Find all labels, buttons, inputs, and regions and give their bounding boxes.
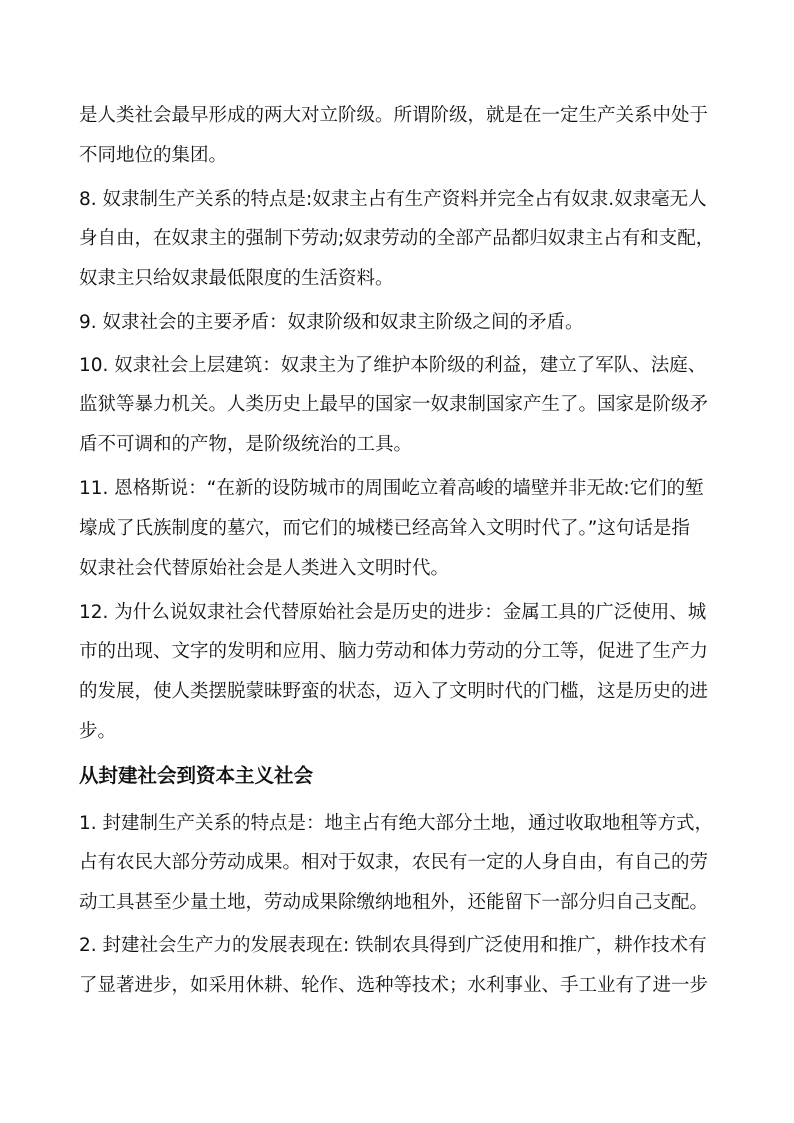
text-line: 是人类社会最早形成的两大对立阶级。所谓阶级，就是在一定生产关系中处于 bbox=[79, 105, 709, 126]
text-line: 市的出现、文字的发明和应用、脑力劳动和体力劳动的分工等，促进了生产力 bbox=[79, 641, 709, 662]
section-heading: 从封建社会到资本主义社会 bbox=[79, 764, 314, 787]
text-line: 的发展，使人类摆脱蒙昧野蛮的状态，迈入了文明时代的门槛，这是历史的进 bbox=[79, 681, 709, 702]
text-line: 2. 封建社会生产力的发展表现在: 铁制农具得到广泛使用和推广，耕作技术有 bbox=[79, 935, 707, 956]
text-line: 8. 奴隶制生产关系的特点是:奴隶主占有生产资料并完全占有奴隶.奴隶毫无人 bbox=[79, 189, 707, 210]
text-line: 步。 bbox=[79, 721, 117, 742]
text-line: 壕成了氏族制度的墓穴，而它们的城楼已经高耸入文明时代了。”这句话是指 bbox=[79, 518, 690, 539]
text-line: 了显著进步，如采用休耕、轮作、选种等技术；水利事业、手工业有了进一步 bbox=[79, 975, 709, 996]
text-line: 10. 奴隶社会上层建筑：奴隶主为了维护本阶级的利益，建立了军队、法庭、 bbox=[79, 355, 707, 376]
text-line: 奴隶主只给奴隶最低限度的生活资料。 bbox=[79, 268, 394, 289]
text-line: 1. 封建制生产关系的特点是：地主占有绝大部分土地，通过收取地租等方式， bbox=[79, 813, 714, 834]
text-line: 9. 奴隶社会的主要矛盾：奴隶阶级和奴隶主阶级之间的矛盾。 bbox=[79, 312, 584, 333]
text-line: 奴隶社会代替原始社会是人类进入文明时代。 bbox=[79, 558, 450, 579]
text-line: 盾不可调和的产物，是阶级统治的工具。 bbox=[79, 434, 413, 455]
text-line: 身自由，在奴隶主的强制下劳动;奴隶劳动的全部产品都归奴隶主占有和支配， bbox=[79, 228, 715, 249]
text-line: 动工具甚至少量土地，劳动成果除缴纳地租外，还能留下一部分归自己支配。 bbox=[79, 892, 709, 913]
text-line: 不同地位的集团。 bbox=[79, 145, 228, 166]
text-line: 12. 为什么说奴隶社会代替原始社会是历史的进步：金属工具的广泛使用、城 bbox=[79, 602, 707, 623]
text-line: 11. 恩格斯说：“在新的设防城市的周围屹立着高峻的墙壁并非无故:它们的堑 bbox=[79, 478, 704, 499]
text-line: 占有农民大部分劳动成果。相对于奴隶，农民有一定的人身自由，有自己的劳 bbox=[79, 852, 709, 873]
text-line: 监狱等暴力机关。人类历史上最早的国家一奴隶制国家产生了。国家是阶级矛 bbox=[79, 394, 709, 415]
